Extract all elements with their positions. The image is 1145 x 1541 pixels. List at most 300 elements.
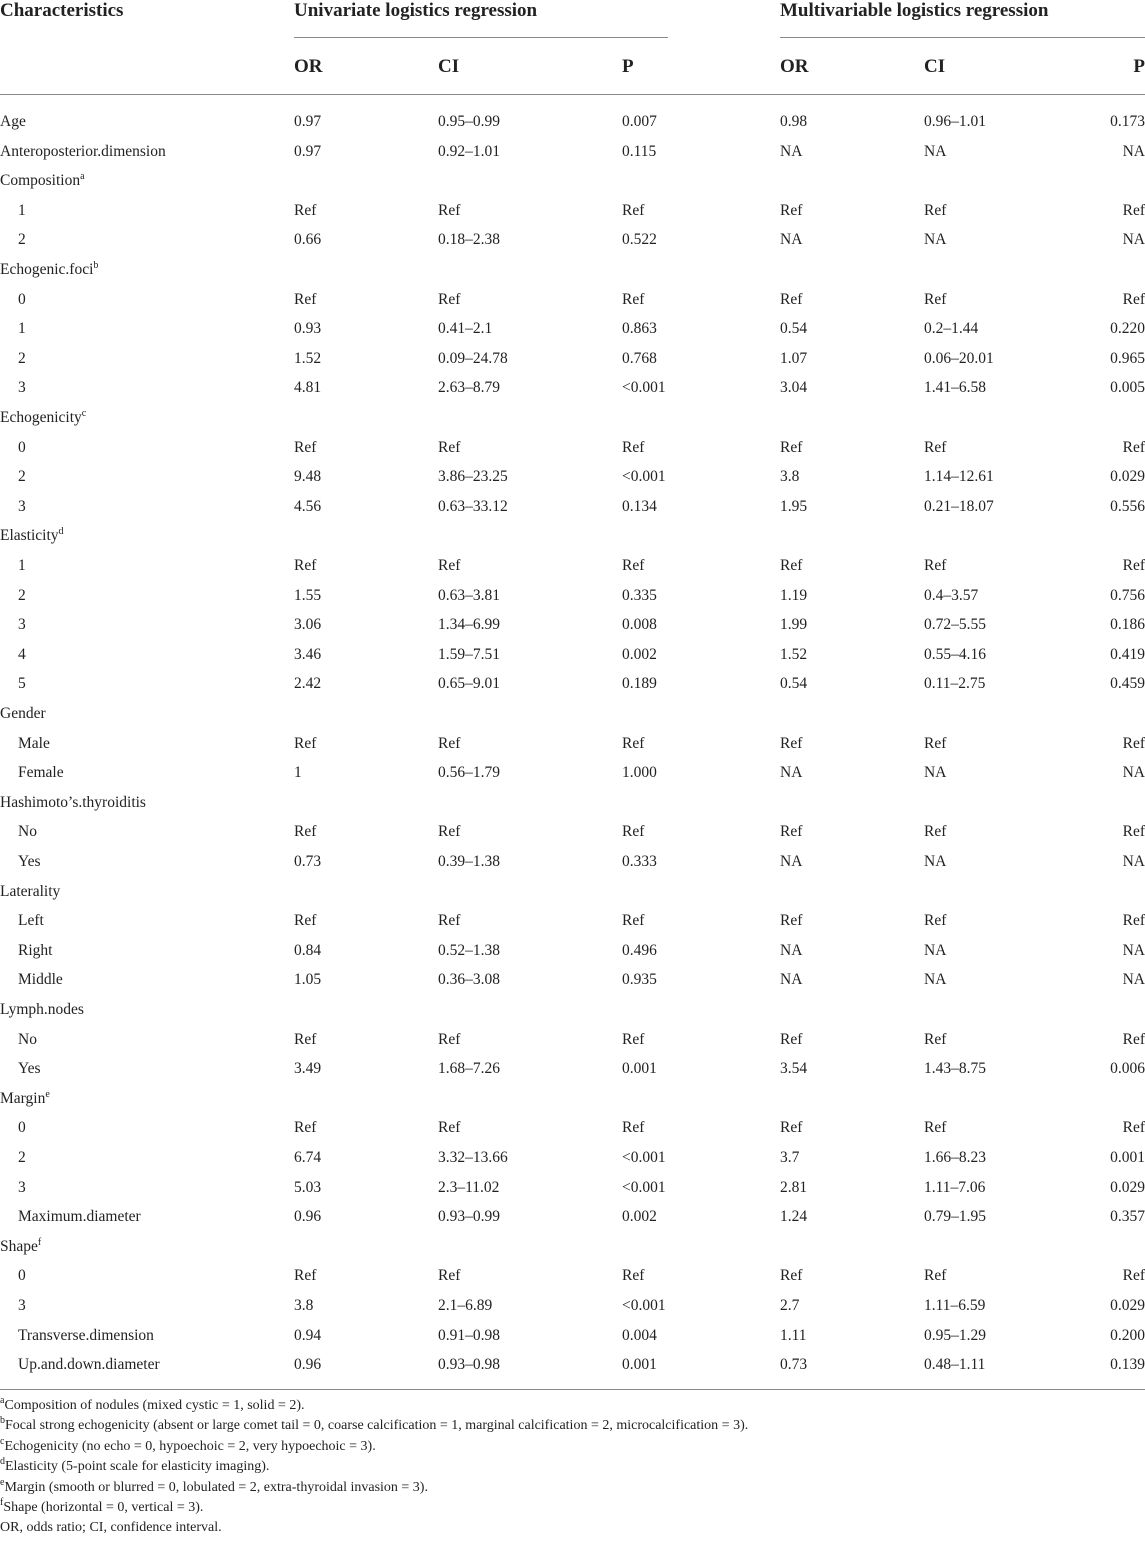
cell-multi-or: 1.24 [780, 1208, 808, 1225]
cell-uni-ci: 3.86–23.25 [438, 468, 508, 485]
cell-uni-or: 4.56 [294, 498, 322, 515]
cell-multi-p: 0.965 [1110, 350, 1145, 367]
cell-uni-p: 0.333 [622, 853, 657, 870]
header-uni-p: P [622, 56, 634, 77]
footnote-marker: e [45, 1089, 50, 1100]
footnote-mark: f [0, 1497, 4, 1508]
row-label-text: 1 [18, 557, 26, 574]
row-label [18, 1296, 26, 1316]
footnote-text: Focal strong echogenicity (absent or large comet tail = 0, coarse calcification = 1, marginal calcification = 2, microcalcification = 3). [5, 1418, 749, 1433]
cell-uni-or: Ref [294, 1031, 317, 1048]
row-label [18, 1326, 154, 1346]
cell-multi-ci: 0.06–20.01 [924, 350, 994, 367]
row-label-text: Age [0, 113, 26, 130]
row-label-text: 5 [18, 675, 26, 692]
row-label-text: 3 [18, 498, 26, 515]
footnote-text: OR, odds ratio; CI, confidence interval. [0, 1520, 222, 1535]
cell-uni-p: Ref [622, 735, 645, 752]
cell-multi-or: NA [780, 143, 803, 160]
row-label-text: 2 [18, 231, 26, 248]
row-label-text: 0 [18, 1267, 26, 1284]
cell-multi-p: 0.029 [1110, 1297, 1145, 1314]
row-label-text: 0 [18, 291, 26, 308]
cell-uni-or: 0.97 [294, 143, 322, 160]
cell-uni-p: <0.001 [622, 379, 666, 396]
footnote [0, 1438, 376, 1456]
cell-uni-p: Ref [622, 823, 645, 840]
cell-multi-p: NA [1122, 971, 1145, 988]
cell-multi-or: NA [780, 231, 803, 248]
cell-multi-or: Ref [780, 1031, 803, 1048]
row-label-text: Female [18, 764, 64, 781]
cell-multi-ci: NA [924, 942, 947, 959]
univariate-group-rule [294, 37, 668, 38]
cell-multi-or: 0.54 [780, 675, 808, 692]
cell-uni-or: 3.46 [294, 646, 322, 663]
cell-multi-p: 0.459 [1110, 675, 1145, 692]
cell-multi-or: 1.19 [780, 587, 808, 604]
footnote-mark: c [0, 1436, 5, 1447]
cell-uni-ci: 0.18–2.38 [438, 231, 500, 248]
cell-uni-p: <0.001 [622, 1179, 666, 1196]
cell-uni-p: 0.007 [622, 113, 657, 130]
cell-uni-p: Ref [622, 557, 645, 574]
footnote-text: Shape (horizontal = 0, vertical = 3). [3, 1500, 204, 1515]
cell-uni-or: 0.94 [294, 1327, 322, 1344]
footnote [0, 1397, 305, 1415]
cell-multi-or: 3.04 [780, 379, 808, 396]
footnote-mark: d [0, 1456, 5, 1467]
cell-uni-p: 0.004 [622, 1327, 657, 1344]
cell-uni-ci: Ref [438, 823, 461, 840]
cell-multi-ci: 1.14–12.61 [924, 468, 994, 485]
cell-multi-or: Ref [780, 912, 803, 929]
row-label-text: Right [18, 942, 53, 959]
cell-uni-ci: Ref [438, 439, 461, 456]
row-label [18, 911, 44, 931]
cell-uni-ci: 0.63–3.81 [438, 587, 500, 604]
header-characteristics: Characteristics [0, 0, 124, 21]
cell-multi-or: 1.99 [780, 616, 808, 633]
cell-multi-ci: Ref [924, 291, 947, 308]
cell-multi-ci: 0.48–1.11 [924, 1356, 986, 1373]
row-label [18, 586, 26, 606]
row-label [18, 941, 52, 961]
cell-uni-ci: Ref [438, 291, 461, 308]
cell-uni-p: 0.008 [622, 616, 657, 633]
cell-multi-p: NA [1122, 764, 1145, 781]
cell-multi-p: Ref [1122, 823, 1145, 840]
cell-multi-p: Ref [1122, 202, 1145, 219]
cell-uni-p: Ref [622, 1031, 645, 1048]
cell-uni-p: 1.000 [622, 764, 657, 781]
row-label-text: 2 [18, 468, 26, 485]
cell-uni-or: 3.8 [294, 1297, 314, 1314]
cell-uni-p: 0.002 [622, 646, 657, 663]
footnote-text: Margin (smooth or blurred = 0, lobulated = 2, extra-thyroidal invasion = 3). [4, 1480, 428, 1495]
row-label-text: 0 [18, 1119, 26, 1136]
cell-uni-or: 5.03 [294, 1179, 322, 1196]
footnote-text: Elasticity (5-point scale for elasticity imaging). [5, 1459, 270, 1474]
cell-multi-p: Ref [1122, 557, 1145, 574]
cell-multi-p: 0.006 [1110, 1060, 1145, 1077]
row-label-text: Margin [0, 1090, 46, 1107]
cell-uni-ci: 0.95–0.99 [438, 113, 500, 130]
row-label-text: Hashimoto’s.thyroiditis [0, 794, 146, 811]
row-label-text: Middle [18, 971, 63, 988]
cell-multi-ci: 0.4–3.57 [924, 587, 979, 604]
cell-uni-or: Ref [294, 823, 317, 840]
cell-multi-or: Ref [780, 439, 803, 456]
cell-uni-or: 0.93 [294, 320, 322, 337]
row-label [18, 1207, 141, 1227]
footnote [0, 1479, 428, 1497]
cell-multi-ci: 1.11–6.59 [924, 1297, 986, 1314]
cell-uni-p: <0.001 [622, 1297, 666, 1314]
row-label [18, 497, 26, 517]
cell-uni-ci: 0.63–33.12 [438, 498, 508, 515]
cell-uni-ci: 0.93–0.98 [438, 1356, 500, 1373]
row-label-text: 2 [18, 587, 26, 604]
row-label [18, 349, 26, 369]
cell-multi-p: Ref [1122, 1119, 1145, 1136]
cell-multi-ci: Ref [924, 735, 947, 752]
cell-uni-ci: Ref [438, 557, 461, 574]
row-label-text: Transverse.dimension [18, 1327, 154, 1344]
cell-multi-p: Ref [1122, 1267, 1145, 1284]
cell-multi-p: Ref [1122, 291, 1145, 308]
cell-uni-or: 3.49 [294, 1060, 322, 1077]
cell-multi-or: Ref [780, 823, 803, 840]
cell-multi-p: 0.556 [1110, 498, 1145, 515]
row-label [0, 704, 46, 724]
multivariable-group-rule [780, 37, 1145, 38]
cell-uni-ci: 0.09–24.78 [438, 350, 508, 367]
cell-multi-p: 0.186 [1110, 616, 1145, 633]
footnote [0, 1519, 222, 1537]
row-label [18, 1355, 160, 1375]
cell-uni-ci: Ref [438, 1119, 461, 1136]
cell-uni-ci: 0.52–1.38 [438, 942, 500, 959]
row-label [18, 1118, 26, 1138]
row-label-text: Shape [0, 1238, 38, 1255]
cell-uni-ci: 1.59–7.51 [438, 646, 500, 663]
cell-multi-ci: NA [924, 231, 947, 248]
cell-uni-or: 2.42 [294, 675, 322, 692]
cell-uni-or: Ref [294, 1267, 317, 1284]
row-label [18, 438, 26, 458]
row-label-text: Yes [18, 1060, 41, 1077]
cell-uni-or: 0.97 [294, 113, 322, 130]
cell-uni-p: 0.863 [622, 320, 657, 337]
footnote [0, 1458, 269, 1476]
cell-uni-p: 0.134 [622, 498, 657, 515]
cell-uni-p: 0.335 [622, 587, 657, 604]
cell-uni-p: 0.001 [622, 1356, 657, 1373]
row-label [18, 615, 26, 635]
footnote [0, 1417, 748, 1435]
row-label [0, 171, 85, 191]
cell-multi-p: 0.357 [1110, 1208, 1145, 1225]
cell-multi-or: NA [780, 853, 803, 870]
row-label [0, 793, 146, 813]
cell-multi-p: Ref [1122, 1031, 1145, 1048]
cell-uni-or: Ref [294, 557, 317, 574]
cell-uni-or: 6.74 [294, 1149, 322, 1166]
cell-uni-p: 0.768 [622, 350, 657, 367]
cell-uni-ci: 0.56–1.79 [438, 764, 500, 781]
row-label [0, 142, 166, 162]
cell-uni-or: Ref [294, 291, 317, 308]
row-label-text: Echogenicity [0, 409, 82, 426]
footnote-marker: f [37, 1237, 42, 1248]
cell-uni-ci: Ref [438, 1267, 461, 1284]
cell-multi-ci: NA [924, 853, 947, 870]
cell-multi-p: 0.005 [1110, 379, 1145, 396]
cell-uni-ci: 0.93–0.99 [438, 1208, 500, 1225]
row-label [18, 1266, 26, 1286]
cell-uni-or: 3.06 [294, 616, 322, 633]
row-label [18, 319, 26, 339]
cell-multi-p: 0.139 [1110, 1356, 1145, 1373]
cell-multi-ci: 1.43–8.75 [924, 1060, 986, 1077]
cell-multi-or: 0.98 [780, 113, 808, 130]
cell-uni-or: 1.55 [294, 587, 322, 604]
cell-uni-or: Ref [294, 202, 317, 219]
footnote-text: Echogenicity (no echo = 0, hypoechoic = 2, very hypoechoic = 3). [4, 1439, 376, 1454]
cell-uni-p: Ref [622, 291, 645, 308]
cell-uni-or: 0.96 [294, 1208, 322, 1225]
cell-uni-or: Ref [294, 912, 317, 929]
cell-multi-p: 0.173 [1110, 113, 1145, 130]
row-label [18, 201, 26, 221]
cell-uni-p: Ref [622, 1119, 645, 1136]
cell-multi-ci: NA [924, 143, 947, 160]
row-label [18, 674, 26, 694]
row-label-text: 2 [18, 350, 26, 367]
row-label [18, 290, 26, 310]
row-label-text: 3 [18, 1297, 26, 1314]
row-label-text: 3 [18, 379, 26, 396]
cell-multi-ci: Ref [924, 823, 947, 840]
cell-uni-p: 0.001 [622, 1060, 657, 1077]
cell-uni-or: Ref [294, 1119, 317, 1136]
cell-multi-or: 0.54 [780, 320, 808, 337]
header-multivariable: Multivariable logistics regression [780, 0, 1049, 21]
cell-uni-p: 0.935 [622, 971, 657, 988]
row-label-text: Gender [0, 705, 46, 722]
row-label-text: 3 [18, 1179, 26, 1196]
cell-multi-or: 1.07 [780, 350, 808, 367]
cell-uni-p: 0.115 [622, 143, 657, 160]
header-multi-ci: CI [924, 56, 946, 77]
cell-uni-p: Ref [622, 1267, 645, 1284]
row-label [18, 467, 26, 487]
cell-multi-ci: Ref [924, 439, 947, 456]
cell-multi-or: Ref [780, 1119, 803, 1136]
cell-uni-or: 1.52 [294, 350, 322, 367]
cell-multi-ci: 1.41–6.58 [924, 379, 986, 396]
cell-uni-p: Ref [622, 439, 645, 456]
footnote-mark: a [0, 1395, 5, 1406]
row-label-text: Yes [18, 853, 41, 870]
header-univariate: Univariate logistics regression [294, 0, 538, 21]
cell-multi-p: NA [1122, 231, 1145, 248]
footnote-marker: d [58, 526, 64, 537]
cell-multi-p: Ref [1122, 912, 1145, 929]
cell-uni-ci: 3.32–13.66 [438, 1149, 508, 1166]
cell-uni-ci: 2.3–11.02 [438, 1179, 500, 1196]
cell-multi-ci: Ref [924, 1119, 947, 1136]
cell-uni-or: 0.84 [294, 942, 322, 959]
footnote-marker: a [80, 171, 85, 182]
cell-uni-ci: 0.36–3.08 [438, 971, 500, 988]
cell-multi-or: 0.73 [780, 1356, 808, 1373]
row-label-text: Echogenic.foci [0, 261, 94, 278]
cell-multi-p: NA [1122, 942, 1145, 959]
row-label [18, 556, 26, 576]
cell-multi-ci: 0.2–1.44 [924, 320, 979, 337]
row-label-text: Up.and.down.diameter [18, 1356, 160, 1373]
row-label [18, 1148, 26, 1168]
cell-uni-ci: 0.91–0.98 [438, 1327, 500, 1344]
footnote-marker: c [81, 408, 87, 419]
cell-multi-ci: 0.96–1.01 [924, 113, 986, 130]
row-label-text: Laterality [0, 883, 61, 900]
cell-multi-or: 2.81 [780, 1179, 808, 1196]
cell-multi-or: 1.95 [780, 498, 808, 515]
row-label [18, 378, 26, 398]
cell-multi-ci: Ref [924, 1031, 947, 1048]
row-label [18, 1059, 41, 1079]
cell-uni-ci: 0.39–1.38 [438, 853, 500, 870]
cell-multi-ci: 0.11–2.75 [924, 675, 986, 692]
cell-multi-ci: Ref [924, 202, 947, 219]
footnote-mark: b [0, 1415, 5, 1426]
footnote-text: Composition of nodules (mixed cystic = 1, solid = 2). [4, 1398, 305, 1413]
cell-multi-ci: 0.79–1.95 [924, 1208, 986, 1225]
cell-multi-or: Ref [780, 1267, 803, 1284]
row-label-text: Elasticity [0, 527, 59, 544]
row-label [18, 1030, 37, 1050]
cell-multi-or: Ref [780, 291, 803, 308]
cell-multi-or: Ref [780, 557, 803, 574]
cell-multi-ci: Ref [924, 1267, 947, 1284]
row-label [18, 645, 26, 665]
cell-uni-p: <0.001 [622, 468, 666, 485]
cell-uni-ci: 1.68–7.26 [438, 1060, 500, 1077]
cell-multi-p: Ref [1122, 439, 1145, 456]
header-uni-ci: CI [438, 56, 460, 77]
row-label-text: 3 [18, 616, 26, 633]
row-label [0, 112, 26, 132]
cell-uni-p: Ref [622, 202, 645, 219]
row-label-text: No [18, 823, 37, 840]
cell-multi-ci: NA [924, 764, 947, 781]
cell-multi-or: 3.7 [780, 1149, 800, 1166]
cell-uni-p: 0.189 [622, 675, 657, 692]
row-label [18, 734, 50, 754]
cell-multi-p: NA [1122, 853, 1145, 870]
row-label-text: 1 [18, 202, 26, 219]
row-label-text: 4 [18, 646, 26, 663]
row-label [0, 882, 60, 902]
cell-multi-ci: Ref [924, 557, 947, 574]
row-label [18, 1178, 26, 1198]
row-label [18, 852, 41, 872]
cell-multi-ci: 0.55–4.16 [924, 646, 986, 663]
cell-multi-ci: NA [924, 971, 947, 988]
cell-uni-or: Ref [294, 439, 317, 456]
cell-multi-or: 3.8 [780, 468, 800, 485]
cell-multi-ci: 0.21–18.07 [924, 498, 994, 515]
header-multi-p: P [1133, 56, 1145, 77]
cell-uni-p: <0.001 [622, 1149, 666, 1166]
row-label [18, 230, 26, 250]
bottom-rule [0, 1389, 1145, 1390]
cell-uni-ci: 0.65–9.01 [438, 675, 500, 692]
row-label [0, 260, 98, 280]
row-label-text: Male [18, 735, 50, 752]
cell-multi-ci: Ref [924, 912, 947, 929]
cell-multi-ci: 1.66–8.23 [924, 1149, 986, 1166]
cell-multi-or: 3.54 [780, 1060, 808, 1077]
cell-multi-ci: 0.95–1.29 [924, 1327, 986, 1344]
row-label-text: 1 [18, 320, 26, 337]
cell-multi-or: 2.7 [780, 1297, 800, 1314]
cell-multi-ci: 1.11–7.06 [924, 1179, 986, 1196]
cell-uni-p: 0.522 [622, 231, 657, 248]
footnote-marker: b [93, 260, 99, 271]
row-label-text: Lymph.nodes [0, 1001, 84, 1018]
cell-uni-ci: Ref [438, 912, 461, 929]
cell-uni-or: 4.81 [294, 379, 322, 396]
footnote-mark: e [0, 1477, 5, 1488]
cell-multi-or: NA [780, 764, 803, 781]
cell-multi-p: 0.029 [1110, 468, 1145, 485]
footnote [0, 1499, 203, 1517]
cell-uni-or: Ref [294, 735, 317, 752]
cell-multi-p: 0.419 [1110, 646, 1145, 663]
cell-uni-ci: 1.34–6.99 [438, 616, 500, 633]
cell-uni-ci: Ref [438, 735, 461, 752]
cell-uni-ci: Ref [438, 1031, 461, 1048]
row-label [0, 526, 64, 546]
row-label [0, 1000, 84, 1020]
cell-multi-or: Ref [780, 735, 803, 752]
row-label-text: No [18, 1031, 37, 1048]
row-label-text: 0 [18, 439, 26, 456]
cell-multi-p: Ref [1122, 735, 1145, 752]
cell-multi-p: 0.001 [1110, 1149, 1145, 1166]
cell-uni-ci: 0.92–1.01 [438, 143, 500, 160]
cell-multi-or: Ref [780, 202, 803, 219]
cell-multi-ci: 0.72–5.55 [924, 616, 986, 633]
row-label [18, 822, 37, 842]
cell-uni-ci: Ref [438, 202, 461, 219]
cell-uni-p: 0.496 [622, 942, 657, 959]
cell-uni-or: 0.66 [294, 231, 322, 248]
cell-multi-or: 1.52 [780, 646, 808, 663]
cell-uni-or: 1.05 [294, 971, 322, 988]
cell-multi-p: 0.220 [1110, 320, 1145, 337]
cell-uni-or: 0.96 [294, 1356, 322, 1373]
row-label-text: Maximum.diameter [18, 1208, 141, 1225]
cell-uni-or: 0.73 [294, 853, 322, 870]
cell-uni-ci: 2.1–6.89 [438, 1297, 493, 1314]
row-label [0, 408, 86, 428]
cell-multi-or: 1.11 [780, 1327, 807, 1344]
